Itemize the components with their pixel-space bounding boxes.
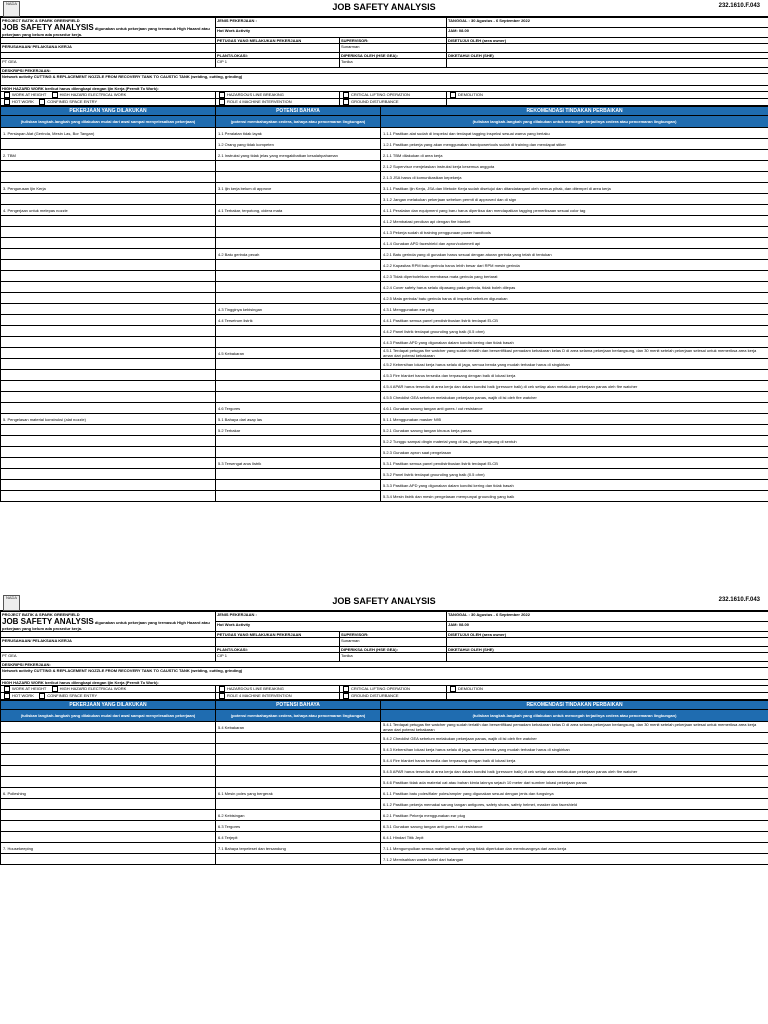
cell-potensi: 4.1 Terbakar, terpotong, cidera mata [216, 205, 381, 216]
cell-pekerjaan [1, 315, 216, 326]
checkbox[interactable] [4, 693, 10, 699]
document-title: JOB SAFETY ANALYSIS [332, 2, 436, 12]
cell-rekomendasi: 5.3.2 Panel listrik terdapat grounding yang baik (0.5 ohm) [381, 469, 768, 480]
cell-pekerjaan [1, 755, 216, 766]
diperiksa-label: DIPERIKSA OLEH (HSE GEA): [340, 53, 447, 59]
cell-rekomendasi: 4.1.4 Gunakan APD faceshield dan apron/cokemeti api [381, 238, 768, 249]
cell-rekomendasi: 4.2.2 Kapasitas RPM batu gerinda harus lebih besar dari RPM mesin gerinda [381, 260, 768, 271]
cell-rekomendasi: 5.3.1 Pastikan semua panel pendistribusian listrik terdapat ELCB [381, 458, 768, 469]
table-row [1, 359, 768, 370]
cell-pekerjaan [1, 282, 216, 293]
checkbox[interactable] [343, 92, 349, 98]
supervisor-label: SUPERVISOR: [340, 38, 447, 44]
plant-label: PLANT/LOKASI: [216, 647, 340, 653]
deskripsi-label: DESKRIPSI PEKERJAAN: [1, 68, 768, 74]
table-row [1, 755, 768, 766]
cell-potensi: 4.4 Tersetrum listrik [216, 315, 381, 326]
document-number: 232.1610.F.043 [718, 597, 760, 603]
cell-potensi: 6.3 Tergores [216, 821, 381, 832]
cell-pekerjaan: 5. Pengelasan material konstruksi (alat nozzle) [1, 414, 216, 425]
checkbox[interactable] [4, 99, 10, 105]
jsa-table [0, 700, 768, 865]
cell-rekomendasi: 5.4.3 Kebersihan lokasi kerja harus selalu di jaga, semua benda yang mudah terbakar harus di singkirkan [381, 744, 768, 755]
table-row [1, 832, 768, 843]
table-row [1, 469, 768, 480]
cell-pekerjaan [1, 480, 216, 491]
cell-rekomendasi: 5.4.2 Checklist GEA sebelum melakukan pekerjaan panas, wajib di isi oleh fire watcher [381, 733, 768, 744]
cell-pekerjaan [1, 260, 216, 271]
checkbox[interactable] [219, 686, 225, 692]
cell-potensi [216, 326, 381, 337]
checkbox[interactable] [343, 686, 349, 692]
table-row [1, 403, 768, 414]
company-logo: NADA [3, 595, 20, 611]
cell-pekerjaan [1, 304, 216, 315]
table-row [1, 326, 768, 337]
cell-potensi: 4.3 Tingginya kebisingan [216, 304, 381, 315]
cell-pekerjaan: 1. Persiapan Alat (Gerinda, Mesin Las, Bor Tangan) [1, 128, 216, 139]
jsa-description: digunakan untuk pekerjaan yang termasuk High Hazard atau pekerjaan yang belum ada prosedur kerja. [2, 26, 210, 37]
diperiksa-label: DIPERIKSA OLEH (HSE GEA): [340, 647, 447, 653]
table-row [1, 744, 768, 755]
cell-pekerjaan [1, 799, 216, 810]
cell-pekerjaan [1, 293, 216, 304]
cell-potensi [216, 755, 381, 766]
cell-potensi: 1.1 Peralatan tidak layak [216, 128, 381, 139]
deskripsi-label: DESKRIPSI PEKERJAAN: [1, 662, 768, 668]
jsa-title: JOB SAFETY ANALYSIS [2, 23, 94, 32]
col-header-pekerjaan: PEKERJAAN YANG DILAKUKAN [1, 701, 216, 710]
cell-rekomendasi: 5.2.2 Tunggu sampai dingin material yang di las, jangan langsung di sentuh [381, 436, 768, 447]
cell-potensi: 5.2 Terbakar [216, 425, 381, 436]
cell-pekerjaan [1, 161, 216, 172]
plant-value: CIP 1 [216, 653, 340, 662]
cell-pekerjaan: 3. Pengurusan Ijin Kerja [1, 183, 216, 194]
company-logo: NADA [3, 1, 20, 17]
cell-rekomendasi: 4.4.2 Panel listrik terdapat grounding yang baik (0.5 ohm) [381, 326, 768, 337]
plant-label: PLANT/LOKASI: [216, 53, 340, 59]
table-row [1, 293, 768, 304]
cell-rekomendasi: 4.4.1 Pastikan semua panel pendistribusian listrik terdapat ELCB [381, 315, 768, 326]
cell-pekerjaan [1, 777, 216, 788]
cell-pekerjaan [1, 227, 216, 238]
cell-potensi: 4.5 Kebakaran [216, 348, 381, 359]
cell-pekerjaan [1, 436, 216, 447]
info-table: PROJECT BATIK & SPARK GREENFIELD JOB SAFETY ANALYSIS digunakan untuk pekerjaan yang termasuk High Hazard atau pekerjaan yang belum ada prosedur kerja. JENIS PEKERJAAN : TANGGAL : 30 Agustus - 6 September 2022 Hot Work Activity JAM: 08.00 PETUGAS YANG MELAKUKAN PEKERJAAN SUPERVISOR: DISETUJUI OLEH (area owner) PERUSAHAAN/ PELAKSANA KERJA Sunarman PLANT/LOKASI: DIPERIKSA OLEH (HSE GEA): DIKETAHUI OLEH (SHE) PT GEA CIP 1 Tonika DESKRIPSI PEKERJAAN: Network activity CUTTING & REPLACEMENT NOZZLE FROM RECOVERY TANK TO CAUSTIC TANK (welding, cutting, grinding) HIGH HAZARD WORK berikut harus dilengkapi dengan Ijin Kerja (Permit To Work): WORK AT HEIGHT HIGH HAZARD ELECTRICAL WORK HAZARDOUS LINE BREAKING CRITICAL LIFTING OPERATION DEMOLITION HOT WORK CONFINED SPACE ENTRY ROLE 4 MACHINE INTERVENTION GROUND DISTURBANCE [0, 611, 768, 700]
table-row [1, 480, 768, 491]
cell-potensi: 7.1 Bahaya terpeleset dan tersandung [216, 843, 381, 854]
cell-rekomendasi: 1.1.1 Pastikan alat sudah di inspeksi dan terdapat tagging inspeksi sesuai warna yang berlaku [381, 128, 768, 139]
cell-potensi [216, 733, 381, 744]
cell-pekerjaan [1, 194, 216, 205]
checkbox[interactable] [343, 693, 349, 699]
checkbox[interactable] [450, 92, 456, 98]
cell-pekerjaan [1, 403, 216, 414]
cell-potensi: 6.1 Mesin poles yang bergerak [216, 788, 381, 799]
deskripsi-value: Network activity CUTTING & REPLACEMENT NOZZLE FROM RECOVERY TANK TO CAUSTIC TANK (welding, cutting, grinding) [1, 74, 768, 86]
cell-potensi [216, 854, 381, 865]
cell-potensi [216, 370, 381, 381]
cell-rekomendasi: 3.1.1 Pastikan Ijin Kerja, JSA dan Metode Kerja sudah disetujui dan ditandatangani oleh semua pihak, dan ditempel di area kerja [381, 183, 768, 194]
cell-rekomendasi: 4.5.3 Fire blanket harus tersedia dan terpasang dengan baik di lokasi kerja [381, 370, 768, 381]
diperiksa-value: Tonika [340, 59, 447, 68]
project-name: PROJECT BATIK & SPARK GREENFIELD [2, 612, 80, 617]
table-row [1, 854, 768, 865]
perusahaan-label: PERUSAHAAN/ PELAKSANA KERJA [1, 638, 216, 647]
cell-potensi [216, 777, 381, 788]
cell-potensi: 5.4 Kebakaran [216, 722, 381, 733]
checkbox[interactable] [52, 686, 58, 692]
cell-rekomendasi: 5.2.3 Gunakan apron saat pengelasan [381, 447, 768, 458]
jsa-title: JOB SAFETY ANALYSIS [2, 617, 94, 626]
cell-potensi [216, 491, 381, 502]
col-header-pekerjaan: PEKERJAAN YANG DILAKUKAN [1, 107, 216, 116]
table-row [1, 425, 768, 436]
document-title: JOB SAFETY ANALYSIS [332, 596, 436, 606]
table-row [1, 788, 768, 799]
table-row [1, 161, 768, 172]
cell-potensi [216, 436, 381, 447]
cell-rekomendasi: 5.3.3 Pastikan APD yang digunakan dalam kondisi kering dan tidak basah [381, 480, 768, 491]
checkbox[interactable] [4, 686, 10, 692]
perusahaan-value: PT GEA [1, 59, 216, 68]
checkbox[interactable] [52, 92, 58, 98]
diperiksa-value: Tonika [340, 653, 447, 662]
disetujui-label: DISETUJUI OLEH (area owner) [447, 632, 768, 638]
plant-value: CIP 1 [216, 59, 340, 68]
supervisor-label: SUPERVISOR: [340, 632, 447, 638]
cell-potensi: 1.2 Orang yang tidak kompeten [216, 139, 381, 150]
table-row [1, 337, 768, 348]
checkbox[interactable] [219, 99, 225, 105]
col-subheader-pekerjaan: (tuliskan langkah-langkah yang dilakukan mulai dari awal sampai menyelesaikan pekerjaan) [1, 116, 216, 128]
cell-rekomendasi: 4.5.1 Terdapat petugas fire watcher yang sudah terlatih dan bersertifikasi pemadam kebakaran kelas D di area selama pekerjaan berlangsung, dan 30 menit setelah pekerjaan selesai untuk memeriksa area kerja aman dari potensi kebakaran [381, 348, 768, 359]
cell-pekerjaan [1, 810, 216, 821]
cell-potensi [216, 260, 381, 271]
table-row [1, 447, 768, 458]
table-row [1, 843, 768, 854]
cell-pekerjaan [1, 733, 216, 744]
cell-pekerjaan [1, 370, 216, 381]
perusahaan-label: PERUSAHAAN/ PELAKSANA KERJA [1, 44, 216, 53]
cell-rekomendasi: 5.4.6 Pastikan tidak ada material cat atau bahan kimia lainnya sejauh 10 meter dari sumber lokasi pekerjaan panas [381, 777, 768, 788]
table-row [1, 381, 768, 392]
cell-potensi [216, 227, 381, 238]
table-row [1, 238, 768, 249]
table-body [1, 722, 768, 865]
petugas-label: PETUGAS YANG MELAKUKAN PEKERJAAN [216, 38, 340, 44]
cell-pekerjaan [1, 139, 216, 150]
checkbox[interactable] [450, 686, 456, 692]
deskripsi-value: Network activity CUTTING & REPLACEMENT NOZZLE FROM RECOVERY TANK TO CAUSTIC TANK (welding, cutting, grinding) [1, 668, 768, 680]
cell-potensi: 4.6 Tergores [216, 403, 381, 414]
cell-pekerjaan [1, 458, 216, 469]
cell-potensi: 6.2 Kebisingan [216, 810, 381, 821]
cell-rekomendasi: 1.2.1 Pastikan pekerja yang akan menggunakan handpowertools sudah di training dan mendapat stiker [381, 139, 768, 150]
cell-rekomendasi: 5.1.1 Menggunakan masker N95 [381, 414, 768, 425]
col-subheader-pekerjaan: (tuliskan langkah-langkah yang dilakukan mulai dari awal sampai menyelesaikan pekerjaan) [1, 710, 216, 722]
supervisor-value: Sunarman [340, 638, 447, 647]
checkbox[interactable] [4, 92, 10, 98]
tanggal: TANGGAL : 30 Agustus - 6 September 2022 [447, 612, 768, 622]
cell-rekomendasi: 4.6.1 Gunakan sarung tangan anti gores / cut resistance [381, 403, 768, 414]
cell-rekomendasi: 7.1.2 Memisahkan waste kabel dari halangan [381, 854, 768, 865]
table-row [1, 216, 768, 227]
cell-rekomendasi: 4.4.3 Pastikan APD yang digunakan dalam kondisi kering dan tidak basah [381, 337, 768, 348]
tanggal: TANGGAL : 30 Agustus - 6 September 2022 [447, 18, 768, 28]
cell-rekomendasi: 4.2.3 Tidak diperbolehkan membawa mata gerinda yang bertarat [381, 271, 768, 282]
cell-rekomendasi: 5.4.5 APAR harus tersedia di area kerja dan dalam kondisi baik (pressure baik) di cek setiap akan melakukan pekerjaan panas oleh fire watcher [381, 766, 768, 777]
table-row [1, 172, 768, 183]
col-subheader-potensi: (potensi membahayakan cedera, bahaya atau pencemaran lingkungan) [216, 710, 381, 722]
document-number: 232.1610.F.043 [718, 3, 760, 9]
table-body [1, 128, 768, 502]
cell-rekomendasi: 6.4.1 Hindari Titik Jepit [381, 832, 768, 843]
cell-pekerjaan: 6. Polleshing [1, 788, 216, 799]
cell-potensi: 4.2 Batu gerinda pecah [216, 249, 381, 260]
cell-rekomendasi: 6.1.2 Pastikan pekerja memakai sarung tangan antigores, safety shoes, safety helmet, masker dan faceshield [381, 799, 768, 810]
checkbox[interactable] [343, 99, 349, 105]
table-row [1, 249, 768, 260]
table-row [1, 315, 768, 326]
cell-pekerjaan [1, 216, 216, 227]
table-row [1, 491, 768, 502]
cell-potensi [216, 271, 381, 282]
cell-pekerjaan [1, 821, 216, 832]
cell-potensi [216, 799, 381, 810]
table-row [1, 392, 768, 403]
table-row [1, 150, 768, 161]
table-row [1, 733, 768, 744]
jenis-pekerjaan-value: Hot Work Activity [216, 622, 447, 632]
cell-rekomendasi: 3.1.2 Jangan melakukan pekerjaan sebelum permit di approved dan di sign [381, 194, 768, 205]
document-header [0, 0, 768, 17]
col-header-potensi: POTENSI BAHAYA [216, 701, 381, 710]
table-row [1, 205, 768, 216]
col-subheader-rekomendasi: (tuliskan langkah-langkah yang dilakukan untuk mencegah terjadinya cedera atau pencemaran lingkungan) [381, 710, 768, 722]
cell-pekerjaan: 4. Pengerjaan untuk melepas nozzle [1, 205, 216, 216]
table-row [1, 414, 768, 425]
cell-pekerjaan [1, 249, 216, 260]
cell-rekomendasi: 4.1.2 Membatasi percikan api dengan fire blanket [381, 216, 768, 227]
cell-rekomendasi: 4.5.2 Kebersihan lokasi kerja harus selalu di jaga, semua benda yang mudah terbakar harus di singkirkan [381, 359, 768, 370]
cell-pekerjaan [1, 337, 216, 348]
table-row [1, 458, 768, 469]
cell-pekerjaan: 2. TBM [1, 150, 216, 161]
cell-pekerjaan [1, 491, 216, 502]
cell-pekerjaan [1, 766, 216, 777]
cell-rekomendasi: 4.3.1 Menggunakan ear plug [381, 304, 768, 315]
checkbox[interactable] [39, 693, 45, 699]
table-row [1, 821, 768, 832]
checkbox[interactable] [219, 92, 225, 98]
table-row [1, 260, 768, 271]
cell-rekomendasi: 5.2.1 Gunakan sarung tangan khusus kerja panas [381, 425, 768, 436]
cell-pekerjaan [1, 744, 216, 755]
cell-potensi [216, 480, 381, 491]
table-row [1, 304, 768, 315]
table-row [1, 799, 768, 810]
cell-rekomendasi: 4.1.3 Pekerja sudah di training penggunaan power handtools [381, 227, 768, 238]
cell-pekerjaan [1, 172, 216, 183]
cell-potensi [216, 392, 381, 403]
cell-rekomendasi: 4.2.4 Cover safety harus selalu dipasang pada gerinda, tidak boleh dilepas [381, 282, 768, 293]
cell-potensi [216, 161, 381, 172]
cell-potensi [216, 293, 381, 304]
info-table: PROJECT BATIK & SPARK GREENFIELD JOB SAFETY ANALYSIS digunakan untuk pekerjaan yang termasuk High Hazard atau pekerjaan yang belum ada prosedur kerja. JENIS PEKERJAAN : TANGGAL : 30 Agustus - 6 September 2022 Hot Work Activity JAM: 08.00 PETUGAS YANG MELAKUKAN PEKERJAAN SUPERVISOR: DISETUJUI OLEH (area owner) PERUSAHAAN/ PELAKSANA KERJA Sunarman PLANT/LOKASI: DIPERIKSA OLEH (HSE GEA): DIKETAHUI OLEH (SHE) PT GEA CIP 1 Tonika DESKRIPSI PEKERJAAN: Network activity CUTTING & REPLACEMENT NOZZLE FROM RECOVERY TANK TO CAUSTIC TANK (welding, cutting, grinding) HIGH HAZARD WORK berikut harus dilengkapi dengan Ijin Kerja (Permit To Work): WORK AT HEIGHT HIGH HAZARD ELECTRICAL WORK HAZARDOUS LINE BREAKING CRITICAL LIFTING OPERATION DEMOLITION HOT WORK CONFINED SPACE ENTRY ROLE 4 MACHINE INTERVENTION GROUND DISTURBANCE [0, 17, 768, 106]
cell-rekomendasi: 4.2.1 Batu gerinda yang di gunakan harus sesuai dengan aturan gerinda yang telah di tentukan [381, 249, 768, 260]
table-row [1, 436, 768, 447]
col-header-rekomendasi: REKOMENDASI TINDAKAN PERBAIKAN [381, 701, 768, 710]
table-row [1, 370, 768, 381]
cell-potensi [216, 766, 381, 777]
cell-potensi [216, 194, 381, 205]
cell-potensi [216, 744, 381, 755]
col-header-rekomendasi: REKOMENDASI TINDAKAN PERBAIKAN [381, 107, 768, 116]
cell-potensi: 5.1 Bahaya dari asap las [216, 414, 381, 425]
jam: JAM: 08.00 [447, 622, 768, 632]
jenis-pekerjaan-value: Hot Work Activity [216, 28, 447, 38]
cell-pekerjaan [1, 425, 216, 436]
supervisor-value: Sunarman [340, 44, 447, 53]
cell-potensi [216, 337, 381, 348]
jsa-table [0, 106, 768, 502]
table-row [1, 128, 768, 139]
table-row [1, 194, 768, 205]
table-row [1, 777, 768, 788]
cell-rekomendasi: 5.4.4 Fire blanket harus tersedia dan terpasang dengan baik di lokasi kerja [381, 755, 768, 766]
cell-potensi: 2.1 Instruksi yang tidak jelas yang mengakibatkan kesalahpahaman [216, 150, 381, 161]
cell-pekerjaan [1, 381, 216, 392]
cell-rekomendasi: 5.4.1 Terdapat petugas fire watcher yang sudah terlatih dan bersertifikasi pemadam kebakaran kelas D di area selama pekerjaan berlangsung, dan 30 menit setelah pekerjaan selesai untuk memeriksa area kerja aman dari potensi kebakaran [381, 722, 768, 733]
cell-pekerjaan [1, 447, 216, 458]
checkbox[interactable] [39, 99, 45, 105]
jsa-description: digunakan untuk pekerjaan yang termasuk High Hazard atau pekerjaan yang belum ada prosedur kerja. [2, 620, 210, 631]
cell-pekerjaan [1, 832, 216, 843]
cell-potensi [216, 282, 381, 293]
table-row [1, 271, 768, 282]
col-subheader-rekomendasi: (tuliskan langkah-langkah yang dilakukan untuk mencegah terjadinya cedera atau pencemaran lingkungan) [381, 116, 768, 128]
table-row [1, 139, 768, 150]
perusahaan-value: PT GEA [1, 653, 216, 662]
table-row [1, 810, 768, 821]
table-row [1, 766, 768, 777]
cell-potensi: 3.1 Ijin kerja belum di approve [216, 183, 381, 194]
cell-pekerjaan [1, 469, 216, 480]
diketahui-label: DIKETAHUI OLEH (SHE) [447, 53, 768, 59]
cell-rekomendasi: 6.1.1 Pastikan batu poles/flaler poles/ampler yang digunakan sesuai dengan jenis dan fungsinya [381, 788, 768, 799]
disetujui-label: DISETUJUI OLEH (area owner) [447, 38, 768, 44]
jam: JAM: 08.00 [447, 28, 768, 38]
cell-rekomendasi: 4.1.1 Peralatan dan equipment yang baru harus diperiksa dan mendapatkan tagging pemeriksaan sesuai color tag [381, 205, 768, 216]
cell-rekomendasi: 2.1.3 JSA harus di komunikasikan kepekerja [381, 172, 768, 183]
cell-potensi [216, 381, 381, 392]
col-header-potensi: POTENSI BAHAYA [216, 107, 381, 116]
cell-rekomendasi: 4.5.5 Checklist GEA sebelum melakukan pekerjaan panas, wajib di isi oleh fire watcher [381, 392, 768, 403]
hazard-label: HIGH HAZARD WORK berikut harus dilengkapi dengan Ijin Kerja (Permit To Work): [1, 86, 768, 92]
cell-rekomendasi: 4.2.5 Mata gerinda/ batu gerinda harus di inspeksi sebelum digunakan [381, 293, 768, 304]
petugas-label: PETUGAS YANG MELAKUKAN PEKERJAAN [216, 632, 340, 638]
cell-pekerjaan [1, 238, 216, 249]
cell-rekomendasi: 6.2.1 Pastikan Pekerja menggunakan ear plug [381, 810, 768, 821]
cell-rekomendasi: 6.3.1 Gunakan sarung tangan anti gores / cut resistance [381, 821, 768, 832]
cell-pekerjaan [1, 392, 216, 403]
hazard-label: HIGH HAZARD WORK berikut harus dilengkapi dengan Ijin Kerja (Permit To Work): [1, 680, 768, 686]
col-subheader-potensi: (potensi membahayakan cedera, bahaya atau pencemaran lingkungan) [216, 116, 381, 128]
cell-potensi [216, 469, 381, 480]
cell-potensi [216, 216, 381, 227]
cell-potensi [216, 447, 381, 458]
cell-pekerjaan [1, 348, 216, 359]
jenis-pekerjaan-label: JENIS PEKERJAAN : [216, 612, 447, 622]
cell-potensi [216, 238, 381, 249]
document-header [0, 594, 768, 611]
cell-potensi: 5.3 Tersengat arus listrik [216, 458, 381, 469]
table-row [1, 722, 768, 733]
table-row [1, 348, 768, 359]
jenis-pekerjaan-label: JENIS PEKERJAAN : [216, 18, 447, 28]
page-2 [0, 594, 768, 1024]
cell-pekerjaan [1, 326, 216, 337]
cell-pekerjaan [1, 359, 216, 370]
cell-pekerjaan [1, 722, 216, 733]
table-row [1, 282, 768, 293]
table-row [1, 183, 768, 194]
diketahui-label: DIKETAHUI OLEH (SHE) [447, 647, 768, 653]
cell-potensi [216, 359, 381, 370]
cell-potensi [216, 172, 381, 183]
cell-pekerjaan: 7. Housekeeping [1, 843, 216, 854]
cell-rekomendasi: 5.3.4 Mesin listrik dan mesin pengelasan mempunyai grounding yang baik [381, 491, 768, 502]
table-row [1, 227, 768, 238]
cell-rekomendasi: 7.1.1 Mengumpulkan semua material/ sampah yang tidak diperlukan dan membuangnya dari area kerja [381, 843, 768, 854]
cell-pekerjaan [1, 854, 216, 865]
cell-potensi: 6.4 Terjepit [216, 832, 381, 843]
cell-rekomendasi: 2.1.2 Supervisor menjelaskan instruksi kerja kesemua anggota [381, 161, 768, 172]
project-name: PROJECT BATIK & SPARK GREENFIELD [2, 18, 80, 23]
cell-rekomendasi: 4.5.4 APAR harus tersedia di area kerja dan dalam kondisi baik (pressure baik) di cek setiap akan melakukan pekerjaan panas oleh fire watcher [381, 381, 768, 392]
cell-rekomendasi: 2.1.1 TBM dilakukan di area kerja [381, 150, 768, 161]
cell-pekerjaan [1, 271, 216, 282]
checkbox[interactable] [219, 693, 225, 699]
